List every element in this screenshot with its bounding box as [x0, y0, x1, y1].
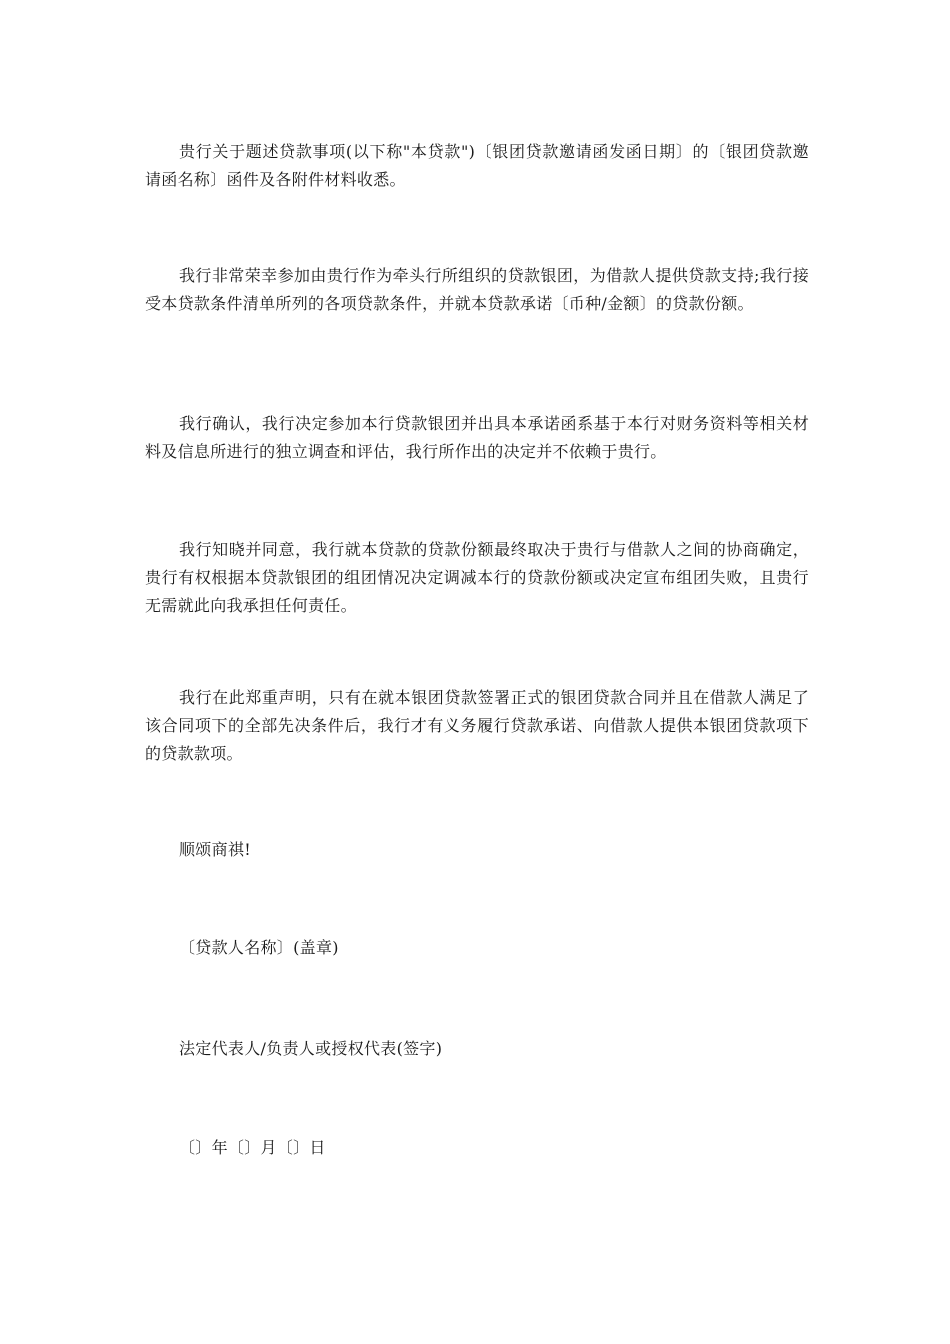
- authorized-signature-line: 法定代表人/负责人或授权代表(签字): [179, 1039, 443, 1058]
- paragraph-receipt-acknowledgement: 贵行关于题述贷款事项(以下称"本贷款")〔银团贷款邀请函发函日期〕的〔银团贷款邀请函名称〕函件及各附件材料收悉。: [145, 142, 809, 189]
- paragraph-conditions-precedent: 我行在此郑重声明，只有在就本银团贷款签署正式的银团贷款合同并且在借款人满足了该合同项下的全部先决条件后，我行才有义务履行贷款承诺、向借款人提供本银团贷款项下的贷款款项。: [145, 688, 809, 763]
- paragraph-independent-assessment: 我行确认，我行决定参加本行贷款银团并出具本承诺函系基于本行对财务资料等相关材料及信息所进行的独立调查和评估，我行所作出的决定并不依赖于贵行。: [145, 414, 809, 461]
- lender-name-seal-line: 〔贷款人名称〕(盖章): [179, 938, 339, 957]
- closing-salutation: 顺颂商祺!: [179, 840, 251, 859]
- paragraph-participation-commitment: 我行非常荣幸参加由贵行作为牵头行所组织的贷款银团，为借款人提供贷款支持;我行接受本贷款条件清单所列的各项贷款条件，并就本贷款承诺〔币种/金额〕的贷款份额。: [145, 266, 809, 313]
- date-line: 〔〕年〔〕月〔〕日: [179, 1138, 326, 1157]
- paragraph-share-adjustment: 我行知晓并同意，我行就本贷款的贷款份额最终取决于贵行与借款人之间的协商确定，贵行有权根据本贷款银团的组团情况决定调减本行的贷款份额或决定宣布组团失败，且贵行无需就此向我承担任何责任。: [145, 540, 809, 615]
